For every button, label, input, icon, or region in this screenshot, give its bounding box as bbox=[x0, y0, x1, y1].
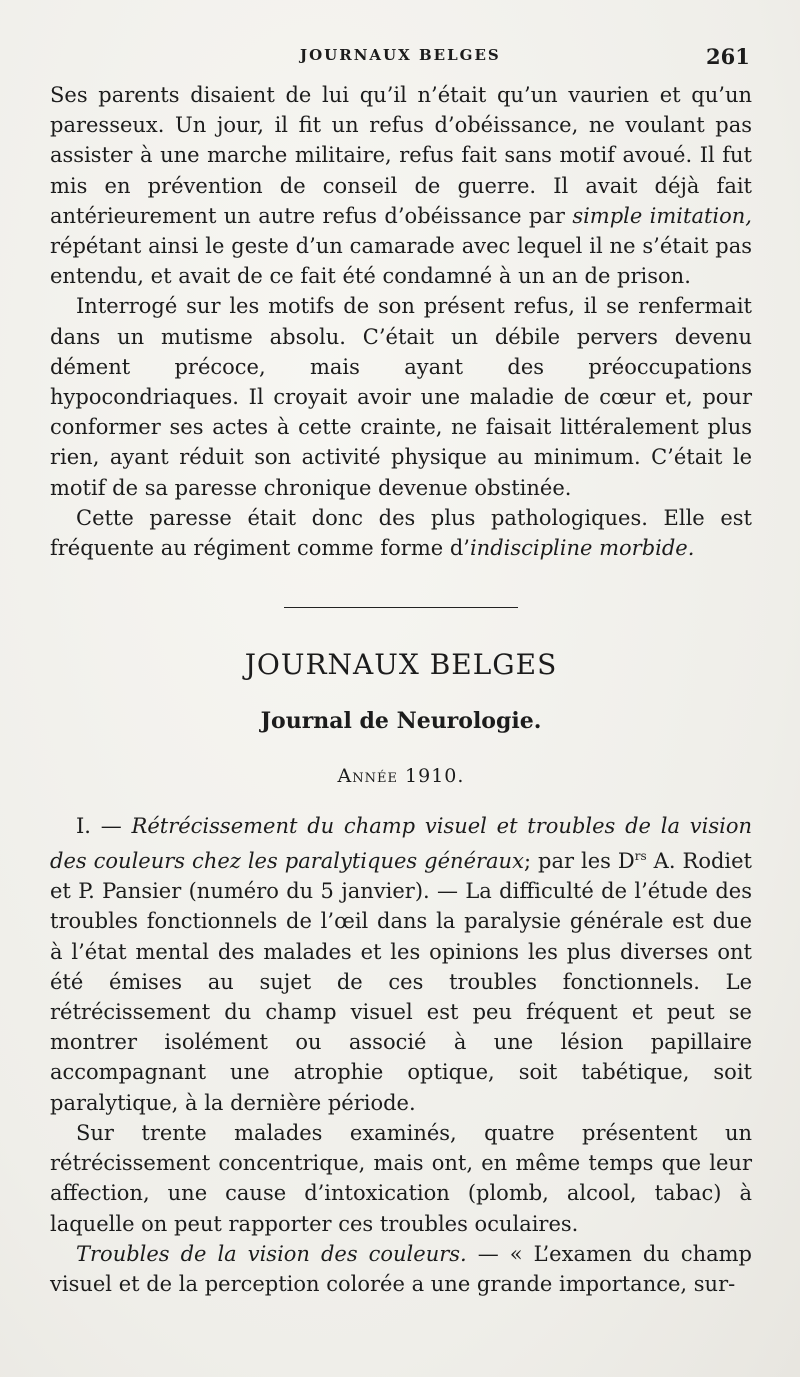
page-number: 261 bbox=[706, 44, 750, 69]
article-paragraph bbox=[50, 1239, 752, 1299]
article-text: — « L’examen du champ visuel et de la perception colorée a une grande importance, sur- bbox=[50, 1241, 752, 1296]
paragraph-text: répétant ainsi le geste d’un camarade avec lequel il ne s’était pas entendu, et avait de ce fait été condamné à un an de prison. bbox=[50, 234, 752, 289]
paragraph-text: Cette paresse était donc des plus pathologiques. Elle est fréquente au régiment comme forme d’ bbox=[50, 505, 752, 561]
section-title: JOURNAUX BELGES bbox=[244, 648, 558, 682]
section-divider bbox=[284, 607, 518, 608]
paragraph-text: Ses parents disaient de lui qu’il n’était qu’un vaurien et qu’un paresseux. Un jour, il fit un refus d’obéissance, ne voulant pas assister à une marche militaire, refus fait sans motif avoué. Il fut mis en prévention de conseil de guerre. Il avait déjà fait antérieurement un autre refus d’obéissance par bbox=[50, 83, 752, 228]
paragraph: Interrogé sur les motifs de son présent refus, il se renfermait dans un mutisme absolu. C’était un débile pervers devenu dément précoce, mais ayant des préoccupations hypocondriaques. Il croyait avoir une maladie de cœur et, pour conformer ses actes à cette crainte, ne faisait littéralement plus rien, ayant réduit son activité physique au minimum. C’était le motif de sa paresse chronique devenue obstinée. bbox=[50, 294, 752, 500]
paragraph-continued bbox=[50, 80, 752, 291]
article-text: ; par les D bbox=[523, 849, 635, 874]
article-title: Rétrécissement du champ visuel et troubles de la vision des couleurs chez les paralytiques généraux bbox=[50, 813, 752, 874]
subheading-emphasis: Troubles de la vision des couleurs. bbox=[76, 1241, 467, 1266]
year-heading: Année 1910. bbox=[337, 764, 465, 787]
article-paragraph: Sur trente malades examinés, quatre présentent un rétrécissement concentrique, mais ont, en même temps que leur affection, une cause d’intoxication (plomb, alcool, tabac) à laquelle on peut rapporter ces troubles oculaires. bbox=[50, 1120, 752, 1236]
journal-title: Journal de Neurologie. bbox=[260, 708, 542, 735]
running-title: JOURNAUX BELGES bbox=[300, 46, 501, 64]
page-header bbox=[0, 44, 800, 74]
article-number: I. — bbox=[76, 813, 132, 838]
article-text: A. Rodiet et P. Pansier (numéro du 5 janvier). — La difficulté de l’étude des troubles fonctionnels de l’œil dans la paralysie générale est due à l’état mental des malades et les opinions les plus diverses ont été émises au sujet de ces troubles fonctionnels. Le rétrécissement du champ visuel est peu fréquent et peut se montrer isolément ou associé à une lésion papillaire accompagnant une atrophie optique, soit tabétique, soit paralytique, à la dernière période. bbox=[50, 849, 752, 1115]
paragraph-emphasis: indiscipline morbide. bbox=[469, 536, 695, 561]
superscript: rs bbox=[634, 849, 647, 864]
page-body bbox=[50, 80, 752, 1299]
paragraph-emphasis: simple imitation, bbox=[572, 203, 752, 228]
paragraph bbox=[50, 503, 752, 563]
article-paragraph bbox=[50, 811, 752, 1118]
